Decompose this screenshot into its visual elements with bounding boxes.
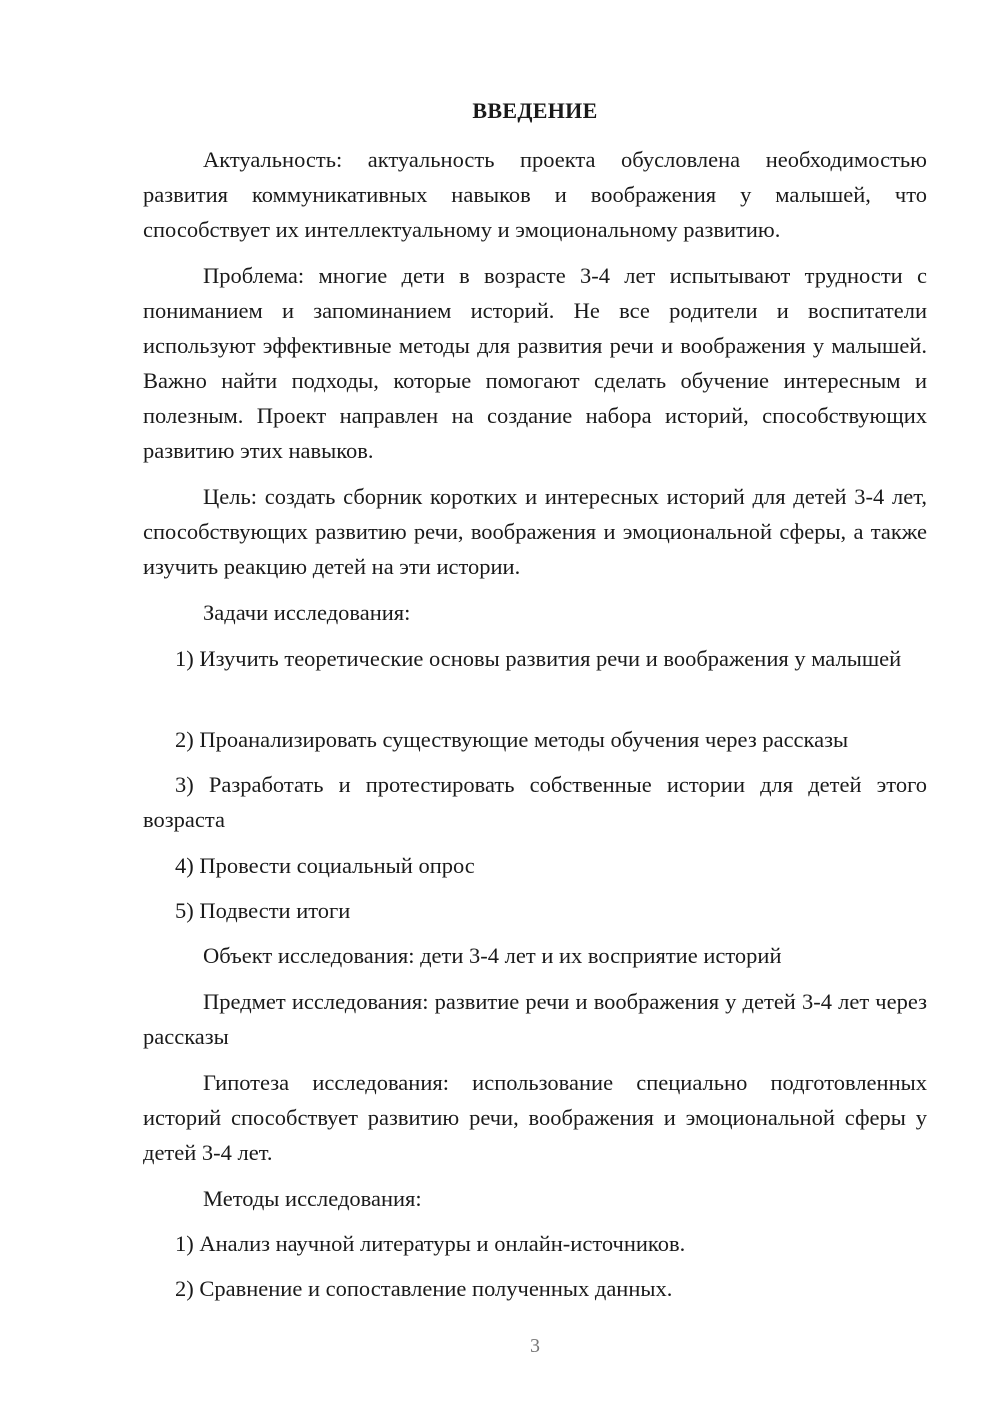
object-paragraph: Объект исследования: дети 3-4 лет и их восприятие историй [203, 943, 782, 968]
section-heading: ВВЕДЕНИЕ [472, 98, 598, 123]
method-item-2: 2) Сравнение и сопоставление полученных данных. [175, 1276, 673, 1301]
goal-paragraph: Цель: создать сборник коротких и интересных историй для детей 3-4 лет, способствующих развитию речи, воображения и эмоциональной сферы, а также изучить реакцию детей на эти истории. [143, 484, 927, 579]
problem-paragraph: Проблема: многие дети в возрасте 3-4 лет испытывают трудности с пониманием и запоминанием историй. Не все родители и воспитатели используют эффективные методы для развития речи и воображения у малышей. Важно найти подходы, которые помогают сделать обучение интересным и полезным. Проект направлен на создание набора историй, способствующих развитию этих навыков. [143, 263, 927, 463]
page-number: 3 [530, 1335, 540, 1357]
tasks-title: Задачи исследования: [203, 600, 411, 625]
task-item-2: 2) Проанализировать существующие методы обучения через рассказы [175, 727, 849, 752]
subject-paragraph: Предмет исследования: развитие речи и воображения у детей 3-4 лет через рассказы [143, 989, 927, 1049]
task-item-5: 5) Подвести итоги [175, 898, 351, 923]
methods-title: Методы исследования: [203, 1186, 422, 1211]
task-item-3: 3) Разработать и протестировать собственные истории для детей этого возраста [143, 772, 927, 832]
task-item-4: 4) Провести социальный опрос [175, 853, 475, 878]
hypothesis-paragraph: Гипотеза исследования: использование специально подготовленных историй способствует развитию речи, воображения и эмоциональной сферы у детей 3-4 лет. [143, 1070, 927, 1165]
method-item-1: 1) Анализ научной литературы и онлайн-источников. [175, 1231, 686, 1256]
task-item-1: 1) Изучить теоретические основы развития речи и воображения у малышей [175, 646, 902, 671]
relevance-paragraph: Актуальность: актуальность проекта обусловлена необходимостью развития коммуникативных навыков и воображения у малышей, что способствует их интеллектуальному и эмоциональному развитию. [143, 147, 927, 242]
